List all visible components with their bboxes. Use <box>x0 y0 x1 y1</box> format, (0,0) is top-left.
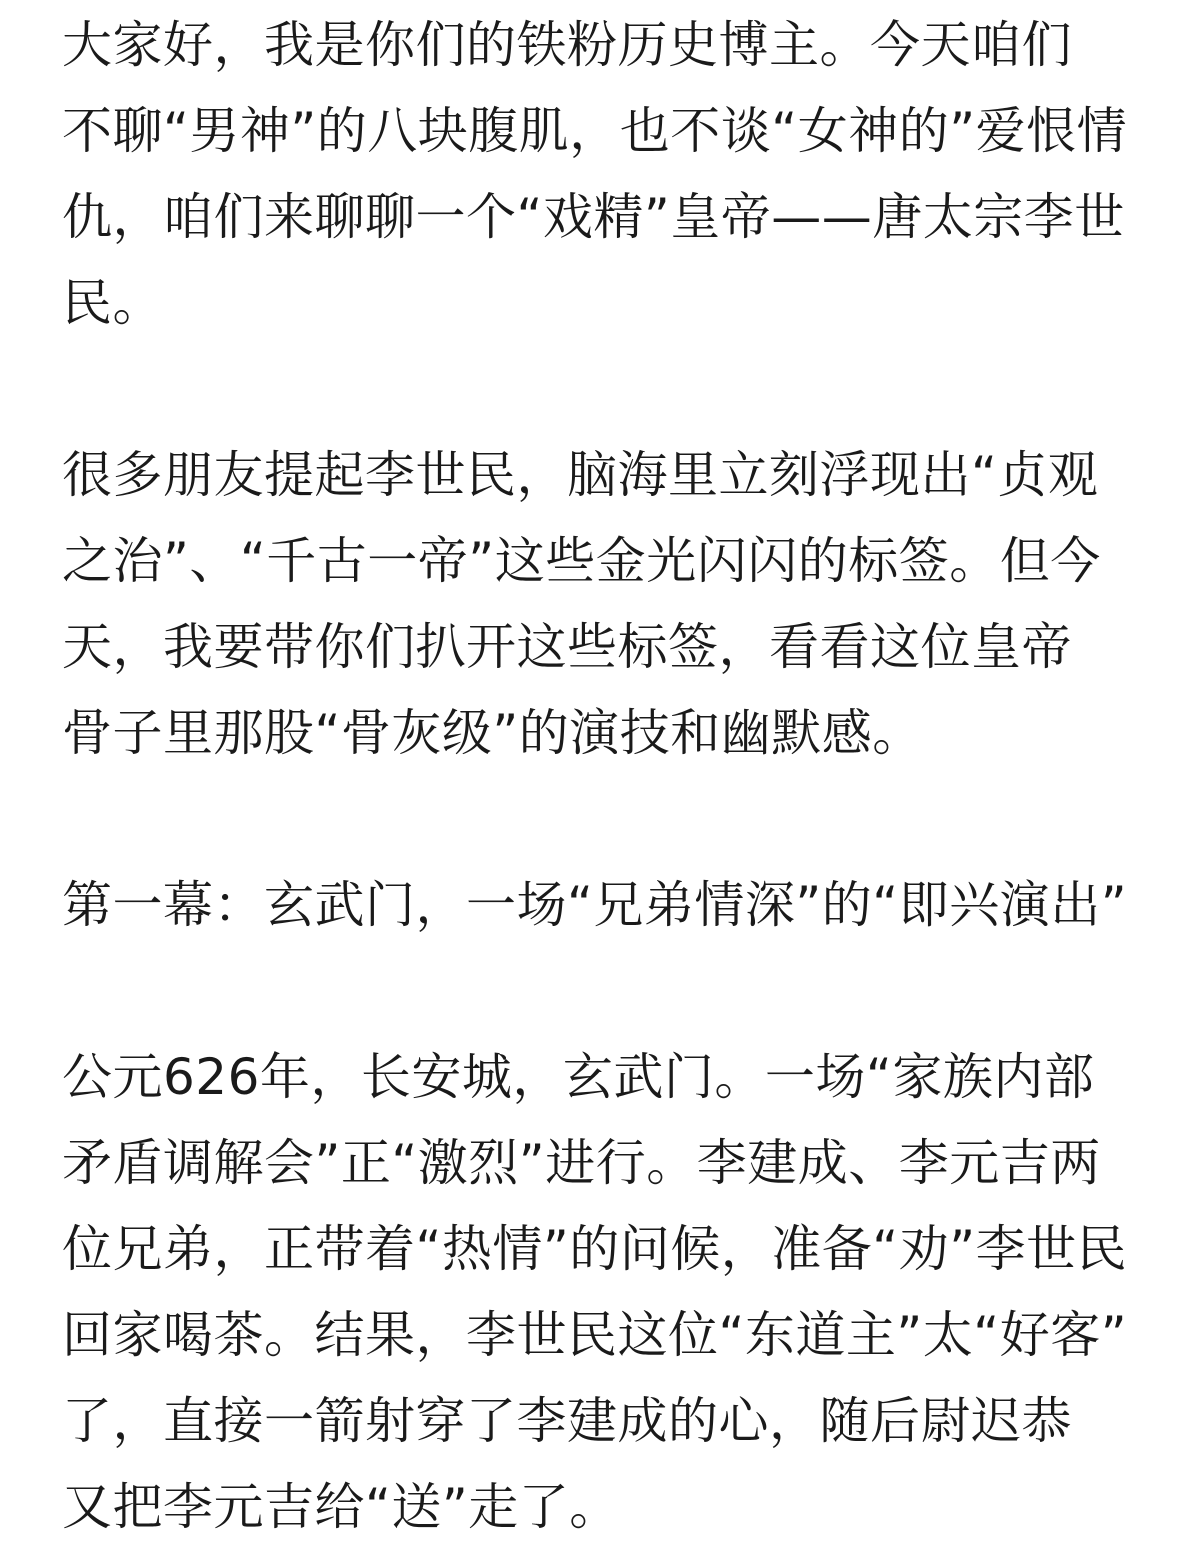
text-line: 位兄弟，正带着“热情”的问候，准备“劝”李世民 <box>62 1220 1128 1278</box>
text-line: 很多朋友提起李世民，脑海里立刻浮现出“贞观 <box>62 446 1099 504</box>
paragraph-2 <box>62 432 1122 776</box>
text-line: 民。 <box>62 274 163 332</box>
text-line: 之治”、“千古一帝”这些金光闪闪的标签。但今 <box>62 532 1101 590</box>
heading-line: 第一幕：玄武门，一场“兄弟情深”的“即兴演出” <box>62 876 1128 934</box>
text-line: 公元626年，长安城，玄武门。一场“家族内部 <box>62 1048 1095 1106</box>
text-line: 骨子里那股“骨灰级”的演技和幽默感。 <box>62 704 923 762</box>
paragraph-3 <box>62 1034 1128 1550</box>
text-line: 天，我要带你们扒开这些标签，看看这位皇帝 <box>62 618 1072 676</box>
text-line: 又把李元吉给“送”走了。 <box>62 1478 620 1536</box>
paragraph-gap <box>62 948 1122 1034</box>
text-line: 不聊“男神”的八块腹肌，也不谈“女神的”爱恨情 <box>62 102 1128 160</box>
paragraph-1 <box>62 2 1128 346</box>
text-line: 矛盾调解会”正“激烈”进行。李建成、李元吉两 <box>62 1134 1101 1192</box>
article-body <box>62 0 1128 1550</box>
section-heading <box>62 862 1128 948</box>
text-line: 仇，咱们来聊聊一个“戏精”皇帝——唐太宗李世 <box>62 188 1125 246</box>
paragraph-gap <box>62 776 1122 862</box>
text-line: 大家好，我是你们的铁粉历史博主。今天咱们 <box>62 16 1072 74</box>
text-line: 了，直接一箭射穿了李建成的心，随后尉迟恭 <box>62 1392 1072 1450</box>
paragraph-gap <box>62 346 1122 432</box>
text-line: 回家喝茶。结果，李世民这位“东道主”太“好客” <box>62 1306 1128 1364</box>
